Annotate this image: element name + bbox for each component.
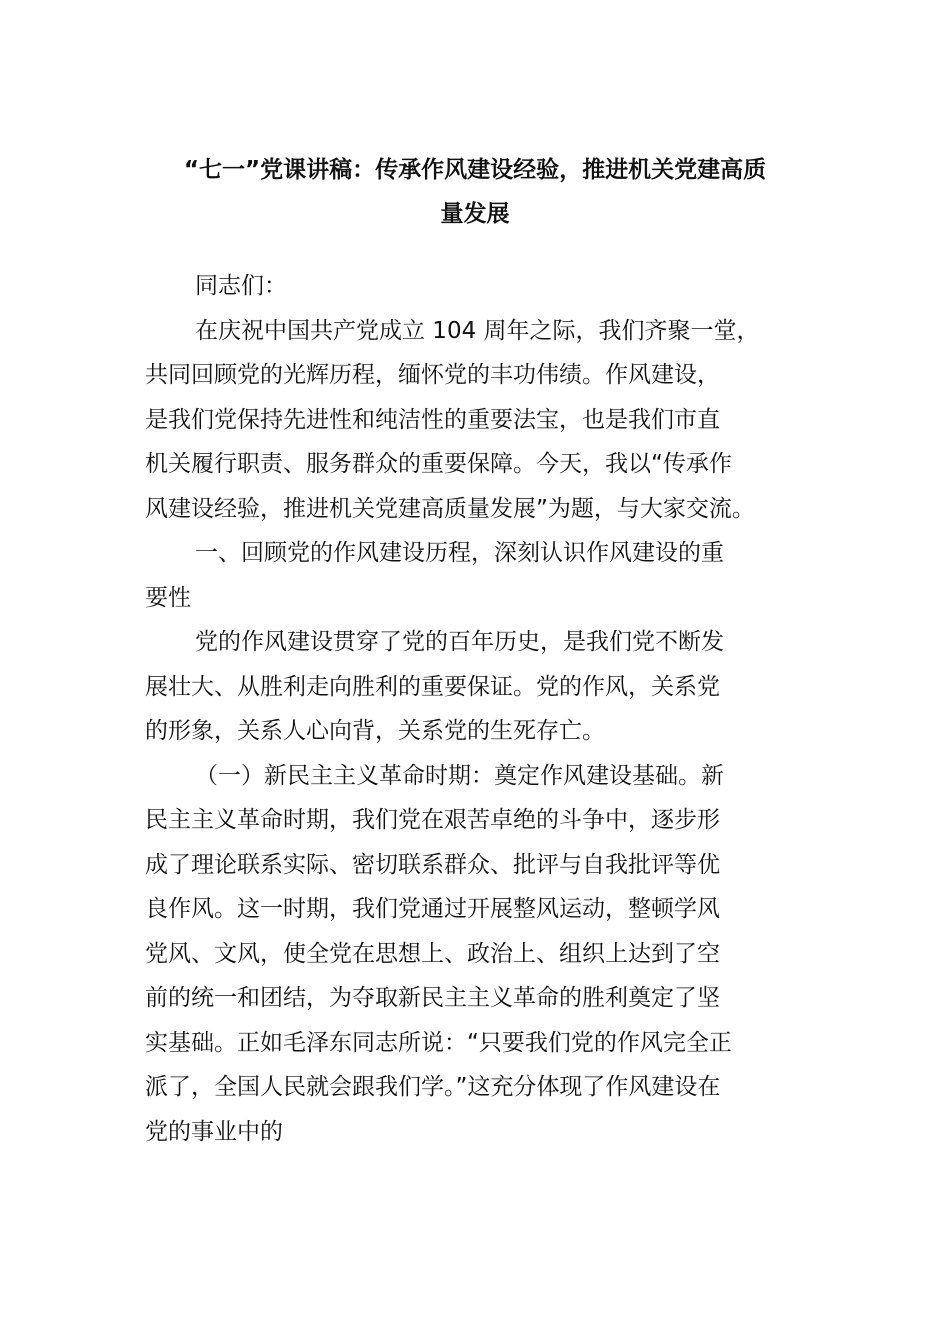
paragraph-line: 党风、文风，使全党在思想上、政治上、组织上达到了空 (145, 940, 720, 967)
paragraph-line: 良作风。这一时期，我们党通过开展整风运动，整顿学风 (145, 896, 720, 922)
document-body (145, 264, 825, 1154)
paragraph-line: 在庆祝中国共产党成立 104 周年之际，我们齐聚一堂， (195, 317, 760, 344)
title-line-2: 量发展 (440, 201, 510, 227)
section-heading-line: 一、回顾党的作风建设历程，深刻认识作风建设的重 (195, 540, 724, 566)
salutation-line: 同志们： (195, 273, 287, 299)
section-heading-line: 要性 (145, 584, 191, 611)
paragraph-line: 成了理论联系实际、密切联系群众、批评与自我批评等优 (145, 851, 720, 878)
paragraph-line: 党的作风建设贯穿了党的百年历史，是我们党不断发 (195, 629, 724, 655)
paragraph-line: 党的事业中的 (145, 1118, 283, 1145)
paragraph-line: 机关履行职责、服务群众的重要保障。今天，我以“传承作 (145, 451, 732, 477)
paragraph-line: 派了，全国人民就会跟我们学。”这充分体现了作风建设在 (145, 1074, 721, 1100)
paragraph-line: 展壮大、从胜利走向胜利的重要保证。党的作风，关系党 (145, 673, 720, 700)
paragraph-line: 风建设经验，推进机关党建高质量发展”为题，与大家交流。 (145, 495, 755, 522)
subsection-line: （一）新民主主义革命时期：奠定作风建设基础。新 (195, 762, 724, 789)
title-line-1: “七一”党课讲稿：传承作风建设经验，推进机关党建高质 (183, 157, 767, 183)
paragraph-line: 共同回顾党的光辉历程，缅怀党的丰功伟绩。作风建设， (145, 362, 720, 388)
paragraph-line: 是我们党保持先进性和纯洁性的重要法宝，也是我们市直 (145, 406, 720, 433)
paragraph-line: 的形象，关系人心向背，关系党的生死存亡。 (145, 718, 605, 744)
paragraph-line: 民主主义革命时期，我们党在艰苦卓绝的斗争中，逐步形 (145, 807, 720, 833)
paragraph-line: 实基础。正如毛泽东同志所说：“只要我们党的作风完全正 (145, 1029, 732, 1056)
paragraph-line: 前的统一和团结，为夺取新民主主义革命的胜利奠定了坚 (145, 985, 720, 1011)
document-title (140, 148, 810, 236)
